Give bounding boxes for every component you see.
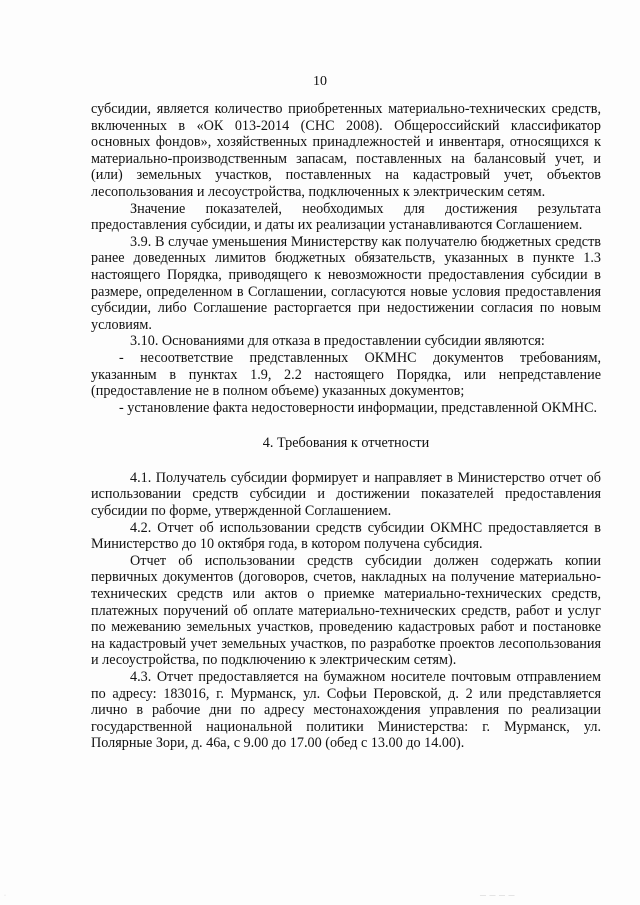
list-item-unreliable-info: - установление факта недостоверности информации, представленной ОКМНС. bbox=[119, 399, 598, 416]
scan-artifact: · bbox=[4, 893, 6, 899]
paragraph-subsidy-result: субсидии, является количество приобретенных материально-технических средств, включенных в «ОК 013-2014 (СНС 2008). Общероссийский классификатор основных фондов», хозяйственных принадлежностей и инвентаря, относящихся к материально-производственным запасам, поставленных на балансовый учет, и (или) земельных участков, поставленных на кадастровый учет, объектов лесопользования и лесоустройства, подключенных к электрическим сетям. bbox=[91, 101, 601, 200]
paragraph-3-9: 3.9. В случае уменьшения Министерству как получателю бюджетных средств ранее доведенных лимитов бюджетных обязательств, указанных в пункте 1.3 настоящего Порядка, приводящего к невозможности предоставления субсидии в размере, определенном в Соглашении, согласуются новые условия предоставления субсидии, либо Соглашение расторгается при недостижении согласия по новым условиям. bbox=[91, 233, 601, 333]
section-3-continuation bbox=[91, 101, 601, 416]
page-number: 10 bbox=[313, 74, 327, 89]
section-4 bbox=[91, 470, 601, 752]
paragraph-4-1: 4.1. Получатель субсидии формирует и направляет в Министерство отчет об использовании средств субсидии и достижении показателей предоставления субсидии по форме, утвержденной Соглашением. bbox=[91, 469, 601, 520]
paragraph-3-10: 3.10. Основаниями для отказа в предоставлении субсидии являются: bbox=[130, 333, 545, 350]
paragraph-indicator-values: Значение показателей, необходимых для достижения результата предоставления субсидии, и даты их реализации устанавливаются Соглашением. bbox=[91, 200, 601, 234]
paragraph-4-3: 4.3. Отчет предоставляется на бумажном носителе почтовым отправлением по адресу: 183016, г. Мурманск, ул. Софьи Перовской, д. 2 или представляется лично в рабочие дни по адресу местонахождения управления по реализации государственной национальной политики Министерства: г. Мурманск, ул. Полярные Зори, д. 46а, с 9.00 до 17.00 (обед с 13.00 до 14.00). bbox=[91, 669, 601, 752]
paragraph-4-2: 4.2. Отчет об использовании средств субсидии ОКМНС предоставляется в Министерство до 10 октября года, в котором получена субсидия. bbox=[91, 519, 601, 553]
paragraph-report-contents: Отчет об использовании средств субсидии должен содержать копии первичных документов (договоров, счетов, накладных на получение материально-технических средств или актов о приемке материально-технических средств, платежных поручений об оплате материально-технических средств, работ и услуг по межеванию земельных участков, проведению кадастровых работ и постановке на кадастровый учет земельных участков, по разработке проектов лесопользования и лесоустройства, по подключению к электрическим сетям). bbox=[91, 552, 601, 669]
section-heading: 4. Требования к отчетности bbox=[262, 435, 430, 452]
list-item-nonconformity: - несоответствие представленных ОКМНС документов требованиям, указанным в пунктах 1.9, 2.2 настоящего Порядка, или непредставление (предоставление не в полном объеме) указанных документов; bbox=[91, 349, 601, 400]
scan-artifact: — — — — bbox=[480, 893, 516, 899]
document-body bbox=[91, 101, 601, 752]
